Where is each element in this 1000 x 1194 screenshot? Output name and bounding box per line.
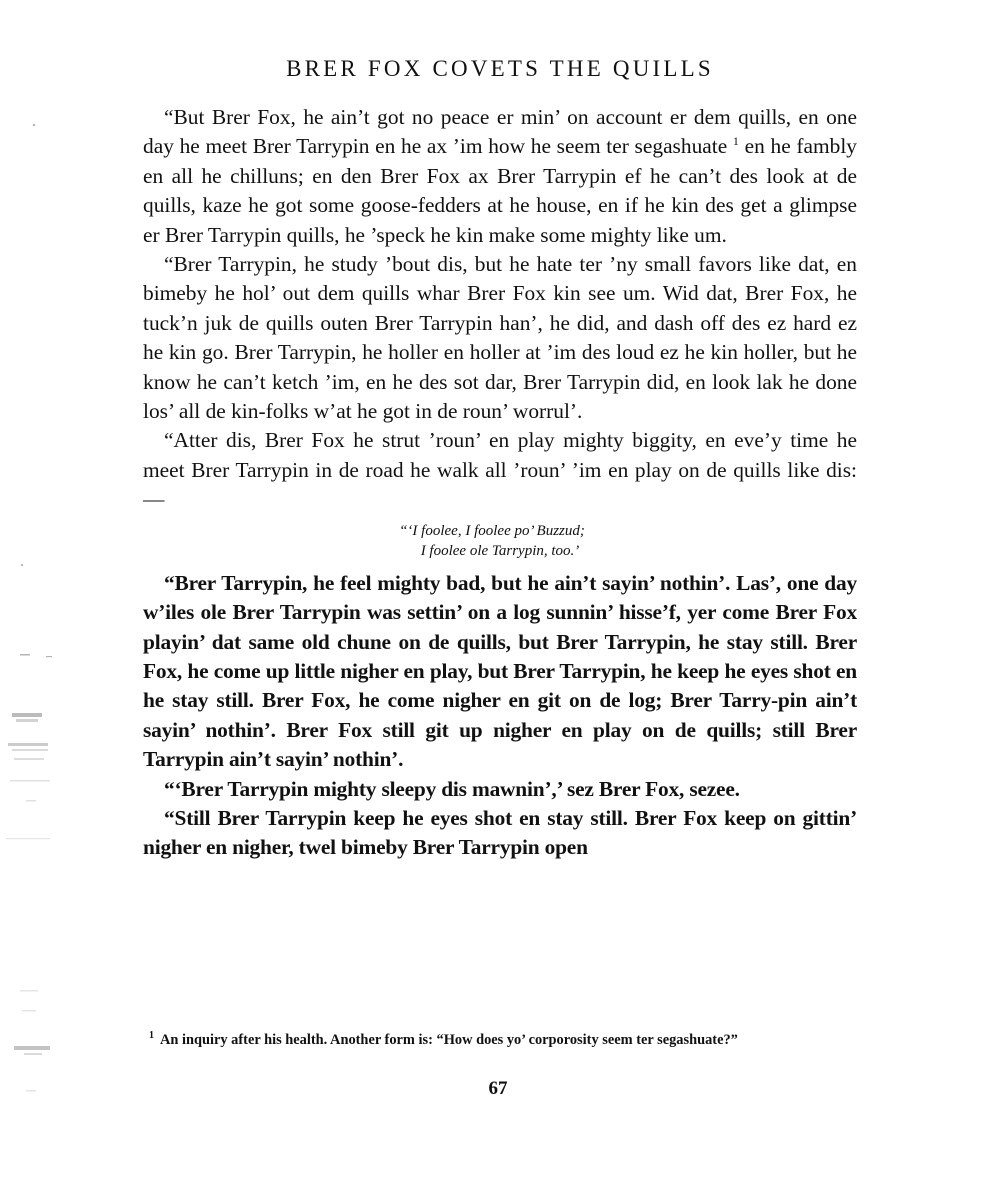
footnote-mark: 1 [149, 1030, 154, 1042]
footnote [143, 1031, 857, 1049]
verse-line-1: “‘I foolee, I foolee po’ Buzzud; [399, 522, 585, 539]
body-text [143, 103, 857, 863]
paragraph-5: “‘Brer Tarrypin mighty sleepy dis mawnin’,’ sez Brer Fox, sezee. [164, 776, 740, 801]
verse-block [143, 521, 857, 561]
paragraph-2: “Brer Tarrypin, he study ’bout dis, but he hate ter ’ny small favors like dat, en bimeby he hol’ out dem quills whar Brer Fox kin see um. Wid dat, Brer Fox, he tuck’n juk de quills outen Brer Tarrypin han’, he did, and dash off des ez hard ez he kin go. Brer Tarrypin, he holler en holler at ’im des loud ez he kin holler, but he know he can’t ketch ’im, en he des sot dar, Brer Tarrypin did, en look lak he done los’ all de kin-folks w’at he got in de roun’ worrul’. [143, 252, 857, 424]
verse-line-2: I foolee ole Tarrypin, too.’ [420, 542, 580, 559]
paragraph-3: “Atter dis, Brer Fox he strut ’roun’ en play mighty biggity, en eve’y time he meet Brer Tarrypin in de road he walk all ’roun’ ’im en play on de quills like dis: — [143, 428, 857, 512]
paragraph-1-text-a: “But Brer Fox, he ain’t got no peace er min’ on account er dem quills, en one day he meet Brer Tarrypin en he ax ’im how he seem ter segashuate [143, 105, 857, 159]
scan-margin-specks [0, 0, 80, 1194]
paragraph-1-text-b: en he fambly en all he chilluns; en den Brer Fox ax Brer Tarrypin ef he can’t des look at de quills, kaze he got some goose-fedders at he house, en if he kin des get a glimpse er Brer Tarrypin quills, he ’speck he kin make some mighty like um. [143, 134, 857, 247]
paragraph-1 [143, 103, 857, 250]
footnote-reference[interactable]: 1 [732, 134, 739, 149]
footnote-text: An inquiry after his health. Another form is: “How does yo’ corporosity seem ter segashuate?” [160, 1032, 738, 1048]
page-number: 67 [488, 1078, 508, 1099]
paragraph-6: “Still Brer Tarrypin keep he eyes shot en stay still. Brer Fox keep on gittin’ nigher en nigher, twel bimeby Brer Tarrypin open [143, 805, 857, 860]
running-head: BRER FOX COVETS THE QUILLS [286, 56, 714, 81]
paragraph-4: “Brer Tarrypin, he feel mighty bad, but he ain’t sayin’ nothin’. Las’, one day w’iles ole Brer Tarrypin was settin’ on a log sunnin’ hisse’f, yer come Brer Fox playin’ dat same old chune on de quills, but Brer Tarrypin, he stay still. Brer Fox, he come up little nigher en play, but Brer Tarrypin, he keep he eyes shot en he stay still. Brer Fox, he come nigher en git on de log; Brer Tarry-pin ain’t sayin’ nothin’. Brer Fox still git up nigher en play on de quills; still Brer Tarrypin ain’t sayin’ nothin’. [143, 570, 857, 772]
